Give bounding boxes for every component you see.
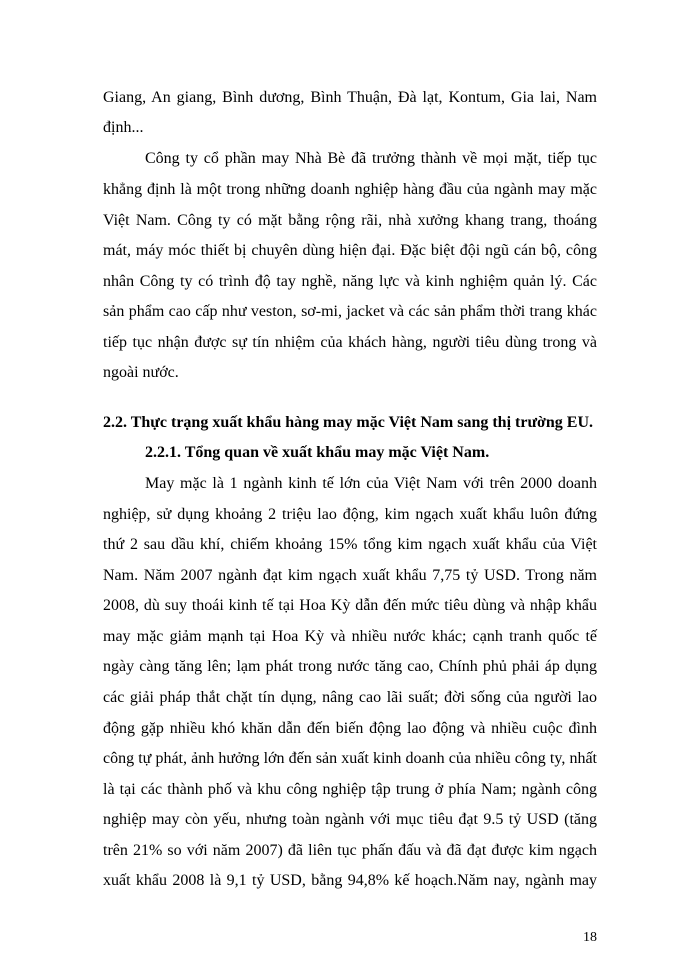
paragraph-line: Việt Nam. Công ty có mặt bằng rộng rãi, nhà xưởng khang trang, thoáng <box>103 212 597 229</box>
paragraph-line: Giang, An giang, Bình dương, Bình Thuận, Đà lạt, Kontum, Gia lai, Nam <box>103 89 597 106</box>
section-heading: 2.2. Thực trạng xuất khẩu hàng may mặc Việt Nam sang thị trường EU. <box>103 414 594 431</box>
paragraph-line: nhân Công ty có trình độ tay nghề, năng lực và kinh nghiệm quản lý. Các <box>103 273 597 290</box>
paragraph-line: ngày càng tăng lên; lạm phát trong nước tăng cao, Chính phủ phải áp dụng <box>103 658 597 675</box>
paragraph-line: tiếp tục nhận được sự tín nhiệm của khách hàng, người tiêu dùng trong và <box>103 334 597 351</box>
paragraph-line: là tại các thành phố và khu công nghiệp tập trung ở phía Nam; ngành công <box>103 781 597 798</box>
paragraph-line: Công ty cổ phần may Nhà Bè đã trưởng thành về mọi mặt, tiếp tục <box>145 150 597 167</box>
paragraph-line: nghiệp may còn yếu, nhưng toàn ngành với mục tiêu đạt 9.5 tỷ USD (tăng <box>103 811 597 828</box>
paragraph-line: ngoài nước. <box>103 364 179 381</box>
paragraph-line: khẳng định là một trong những doanh nghiệp hàng đầu của ngành may mặc <box>103 181 597 198</box>
paragraph-line: trên 21% so với năm 2007) đã liên tục phấn đấu và đã đạt được kim ngạch <box>103 842 597 859</box>
paragraph-line: may mặc giảm mạnh tại Hoa Kỳ và nhiều nước khác; cạnh tranh quốc tế <box>103 628 597 645</box>
paragraph-line: các giải pháp thắt chặt tín dụng, nâng cao lãi suất; đời sống của người lao <box>103 689 597 706</box>
paragraph-line: Nam. Năm 2007 ngành đạt kim ngạch xuất khẩu 7,75 tỷ USD. Trong năm <box>103 567 597 584</box>
paragraph-line: thứ 2 sau dầu khí, chiếm khoảng 15% tổng kim ngạch xuất khẩu của Việt <box>103 536 597 553</box>
paragraph-line: mát, máy móc thiết bị chuyên dùng hiện đại. Đặc biệt đội ngũ cán bộ, công <box>103 242 597 259</box>
paragraph-line: May mặc là 1 ngành kinh tế lớn của Việt Nam với trên 2000 doanh <box>145 475 597 492</box>
subsection-heading: 2.2.1. Tổng quan về xuất khẩu may mặc Việt Nam. <box>145 444 490 461</box>
paragraph-line: công tự phát, ảnh hưởng lớn đến sản xuất kinh doanh của nhiều công ty, nhất <box>103 750 597 767</box>
paragraph-line: định... <box>103 119 144 136</box>
page-number: 18 <box>583 930 597 945</box>
paragraph-line: nghiệp, sử dụng khoảng 2 triệu lao động, kim ngạch xuất khẩu luôn đứng <box>103 506 597 523</box>
paragraph-line: 2008, dù suy thoái kinh tế tại Hoa Kỳ dẫn đến mức tiêu dùng và nhập khẩu <box>103 597 597 614</box>
paragraph-line: động gặp nhiều khó khăn dẫn đến biến động lao động và nhiều cuộc đình <box>103 720 597 737</box>
paragraph-line: sản phẩm cao cấp như veston, sơ-mi, jacket và các sản phẩm thời trang khác <box>103 303 597 320</box>
paragraph-line: xuất khẩu 2008 là 9,1 tỷ USD, bằng 94,8% kế hoạch.Năm nay, ngành may <box>103 872 597 889</box>
